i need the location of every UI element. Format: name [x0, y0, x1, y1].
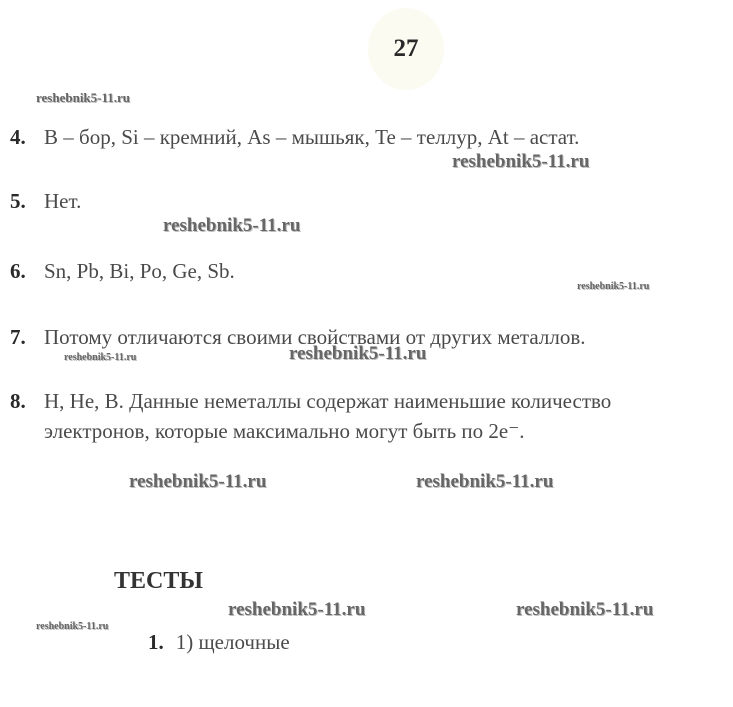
watermark: reshebnik5-11.ru [452, 151, 590, 172]
answer-number: 7. [10, 325, 26, 349]
answer-text: B – бор, Si – кремний, As – мышьяк, Te – теллур, At – астат. [44, 125, 580, 149]
answer-number: 5. [10, 189, 26, 213]
watermark: reshebnik5-11.ru [228, 599, 366, 620]
page-number: 27 [393, 35, 419, 62]
answer-number: 8. [10, 389, 26, 413]
test-answer: 1) щелочные [175, 630, 290, 654]
watermark: reshebnik5-11.ru [163, 215, 301, 236]
answer-number: 4. [10, 125, 26, 149]
tests-heading: ТЕСТЫ [114, 568, 203, 594]
test-item-1 [148, 630, 290, 655]
watermark: reshebnik5-11.ru [577, 281, 650, 292]
answer-item-4 [10, 122, 579, 152]
watermark: reshebnik5-11.ru [516, 599, 654, 620]
answer-text: Потому отличаются своими свойствами от других металлов. [44, 325, 586, 349]
answer-text-line-1: H, He, B. Данные неметаллы содержат наименьшие количество [44, 389, 612, 413]
answer-text-line-2: электронов, которые максимально могут быть по 2e⁻. [44, 419, 525, 443]
answer-item-5 [10, 186, 81, 216]
watermark: reshebnik5-11.ru [129, 471, 267, 492]
test-number: 1. [148, 630, 164, 654]
answer-text: Нет. [44, 189, 82, 213]
watermark: reshebnik5-11.ru [289, 343, 427, 364]
answer-number: 6. [10, 259, 26, 283]
watermark: reshebnik5-11.ru [64, 352, 137, 363]
answer-text: Sn, Pb, Bi, Po, Ge, Sb. [44, 259, 235, 283]
watermark: reshebnik5-11.ru [36, 90, 131, 105]
watermark: reshebnik5-11.ru [36, 621, 109, 632]
answer-item-6 [10, 256, 235, 286]
watermark: reshebnik5-11.ru [416, 471, 554, 492]
answer-item-8 [10, 386, 611, 446]
